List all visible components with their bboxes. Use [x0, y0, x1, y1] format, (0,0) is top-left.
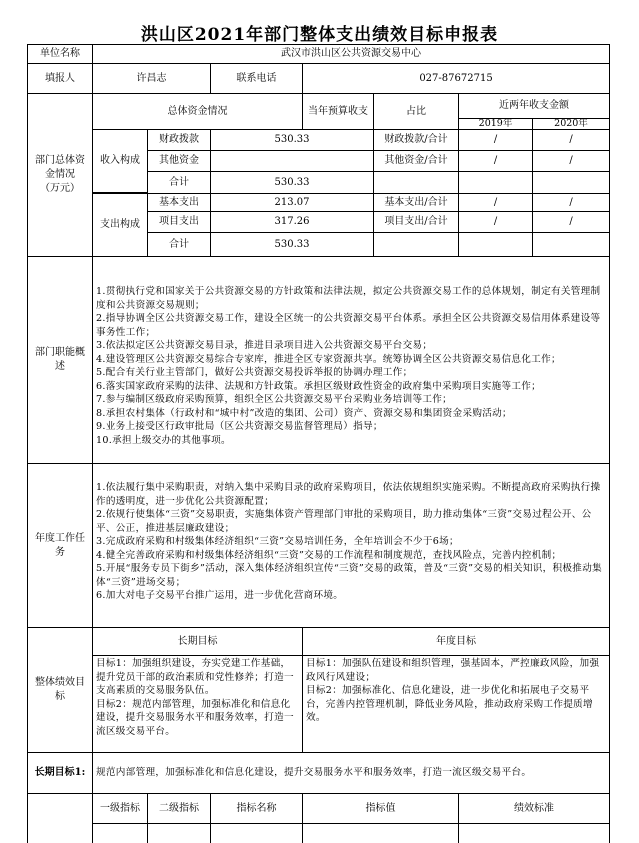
expense-amount: 530.33	[210, 232, 374, 257]
function-item: 6.落实国家政府采购的法律、法规和方针政策。承担区级财政性资金的政府集中采购项目实施等工作；	[96, 380, 542, 392]
expense-2019	[458, 232, 533, 257]
income-2020	[532, 171, 610, 194]
income-2019	[458, 171, 533, 194]
indicator-row-stub	[458, 823, 610, 843]
goals-label	[27, 627, 93, 753]
page-title: 洪山区2021年部门整体支出绩效目标申报表	[140, 25, 499, 45]
function-item: 7.参与编制区级政府采购预算，组织全区公共资源交易平台采购业务培训等工作；	[96, 394, 453, 405]
expense-item: 基本支出	[147, 193, 211, 212]
indicator-header-level2: 二级指标	[147, 793, 211, 824]
long-goal-1-label: 长期目标1:	[27, 752, 93, 794]
tasks-label	[27, 463, 93, 628]
income-ratio: 财政拨款/合计	[373, 129, 459, 151]
header-year-2019: 2019年	[458, 118, 533, 130]
header-overall-funds: 总体资金情况	[92, 93, 303, 130]
function-item: 9.业务上接受区行政审批局（区公共资源交易监督管理局）指导；	[96, 421, 383, 432]
functions-label-line: 述	[55, 361, 65, 372]
indicator-row-stub	[147, 823, 211, 843]
header-ratio: 占比	[373, 93, 459, 130]
expense-2020	[532, 232, 610, 257]
goals-label-line: 标	[55, 691, 65, 702]
expense-amount: 317.26	[210, 211, 374, 233]
expense-2020: /	[532, 193, 610, 212]
indicator-blank	[27, 793, 93, 843]
functions-content	[92, 256, 610, 464]
expense-label: 支出构成	[92, 193, 148, 257]
expense-2019: /	[458, 193, 533, 212]
income-item: 合计	[147, 171, 211, 194]
long-term-goal-header: 长期目标	[92, 627, 303, 656]
annual-goal-item: 目标1：加强队伍建设和组织管理，强基固本，严控廉政风险，加强政风行风建设；	[306, 658, 600, 683]
reporter-name: 许昌志	[92, 63, 211, 94]
income-2019: /	[458, 150, 533, 172]
expense-2020: /	[532, 211, 610, 233]
tasks-label-line: 务	[55, 546, 65, 558]
income-label: 收入构成	[92, 129, 148, 193]
header-budget: 当年预算收支	[302, 93, 374, 130]
task-item: 3.完成政府采购和村级集体经济组织“三资”交易培训任务，全年培训会不少于6场；	[96, 536, 459, 547]
unit-label: 单位名称	[27, 44, 93, 64]
funds-label-line: （万元）	[40, 183, 80, 194]
task-item: 5.开展“服务专员下街乡”活动，深入集体经济组织宣传“三资”交易的政策，普及“三资”交易的相关知识，积极推动集体“三资”进场交易；	[96, 563, 602, 588]
indicator-header-standard: 绩效标准	[458, 793, 610, 824]
long-term-goal-item: 目标1：加强组织建设，夯实党建工作基础，提升党员干部的政治素质和党性修养；打造一支高素质的交易服务队伍。	[96, 658, 294, 696]
phone-value: 027-87672715	[302, 63, 610, 94]
expense-2019: /	[458, 211, 533, 233]
goals-label-line: 整体绩效目	[35, 677, 85, 688]
functions-label	[27, 256, 93, 464]
tasks-content	[92, 463, 610, 628]
indicator-row-stub	[210, 823, 303, 843]
task-item: 6.加大对电子交易平台推广运用，进一步优化营商环境。	[96, 590, 344, 601]
functions-label-line: 部门职能概	[35, 347, 85, 358]
reporter-label: 填报人	[27, 63, 93, 94]
phone-label: 联系电话	[210, 63, 303, 94]
annual-goal-header: 年度目标	[302, 627, 610, 656]
income-ratio: 其他资金/合计	[373, 150, 459, 172]
annual-goal-item: 目标2：加强标准化、信息化建设，进一步优化和拓展电子交易平台，完善内控管理机制，降低业务风险，推动政府采购工作提质增效。	[306, 685, 593, 723]
funds-section-label	[27, 93, 93, 257]
expense-ratio	[373, 232, 459, 257]
function-item: 8.承担农村集体（行政村和“城中村”改造的集团、公司）资产、资源交易和集团资金采购活动；	[96, 407, 512, 419]
long-term-goal-item: 目标2：规范内部管理，加强标准化和信息化建设，提升交易服务水平和服务效率，打造一流区级交易平台。	[96, 698, 294, 737]
task-item: 2.依规行使集体“三资”交易职责，实施集体资产管理部门审批的采购项目，助力推动集体“三资”交易过程公开、公平、公正，推进基层廉政建设；	[96, 509, 592, 534]
expense-ratio: 基本支出/合计	[373, 193, 459, 212]
function-item: 5.配合有关行业主管部门，做好公共资源交易投诉举报的协调办理工作；	[96, 367, 413, 378]
expense-amount: 213.07	[210, 193, 374, 212]
expense-ratio: 项目支出/合计	[373, 211, 459, 233]
tasks-label-line: 年度工作任	[35, 532, 85, 544]
income-2019: /	[458, 129, 533, 151]
expense-item: 项目支出	[147, 211, 211, 233]
income-amount: 530.33	[210, 171, 374, 194]
long-term-goals-content	[92, 655, 303, 753]
income-amount: 530.33	[210, 129, 374, 151]
annual-goals-content	[302, 655, 610, 753]
income-item: 财政拨款	[147, 129, 211, 151]
header-year-2020: 2020年	[532, 118, 610, 130]
unit-value: 武汉市洪山区公共资源交易中心	[92, 44, 610, 64]
indicator-row-stub	[92, 823, 148, 843]
indicator-header-name: 指标名称	[210, 793, 303, 824]
task-item: 1.依法履行集中采购职责，对纳入集中采购目录的政府采购项目，依法依规组织实施采购。不断提高政府采购执行操作的透明度，进一步优化公共资源配置；	[96, 482, 601, 507]
function-item: 1.贯彻执行党和国家关于公共资源交易的方针政策和法律法规，拟定公共资源交易工作的总体规划，制定有关管理制度和公共资源交易规则；	[96, 286, 601, 311]
function-item: 4.建设管理区公共资源交易综合专家库，推进全区专家资源共享。统筹协调全区公共资源交易信息化工作；	[96, 353, 561, 365]
expense-item: 合计	[147, 232, 211, 257]
income-item: 其他资金	[147, 150, 211, 172]
task-item: 4.健全完善政府采购和村级集体经济组织“三资”交易的工作流程和制度规范，查找风险点，完善内控机制；	[96, 549, 562, 561]
indicator-header-level1: 一级指标	[92, 793, 148, 824]
income-2020: /	[532, 129, 610, 151]
indicator-header-value: 指标值	[302, 793, 459, 824]
funds-label-line: 金情况	[45, 169, 75, 180]
function-item: 2.指导协调全区公共资源交易工作，建设全区统一的公共资源交易平台体系。承担全区公共资源交易信用体系建设等事务性工作；	[96, 313, 601, 338]
header-recent-two-years: 近两年收支金额	[458, 93, 610, 119]
funds-label-line: 部门总体资	[35, 155, 85, 166]
function-item: 10.承担上级交办的其他事项。	[96, 434, 231, 446]
function-item: 3.依法拟定区公共资源交易目录，推进目录项目进入公共资源交易平台交易；	[96, 340, 433, 351]
income-amount	[210, 150, 374, 172]
long-goal-1-text: 规范内部管理，加强标准化和信息化建设，提升交易服务水平和服务效率，打造一流区级交易平台。	[92, 752, 610, 794]
income-ratio	[373, 171, 459, 194]
income-2020: /	[532, 150, 610, 172]
indicator-row-stub	[302, 823, 459, 843]
